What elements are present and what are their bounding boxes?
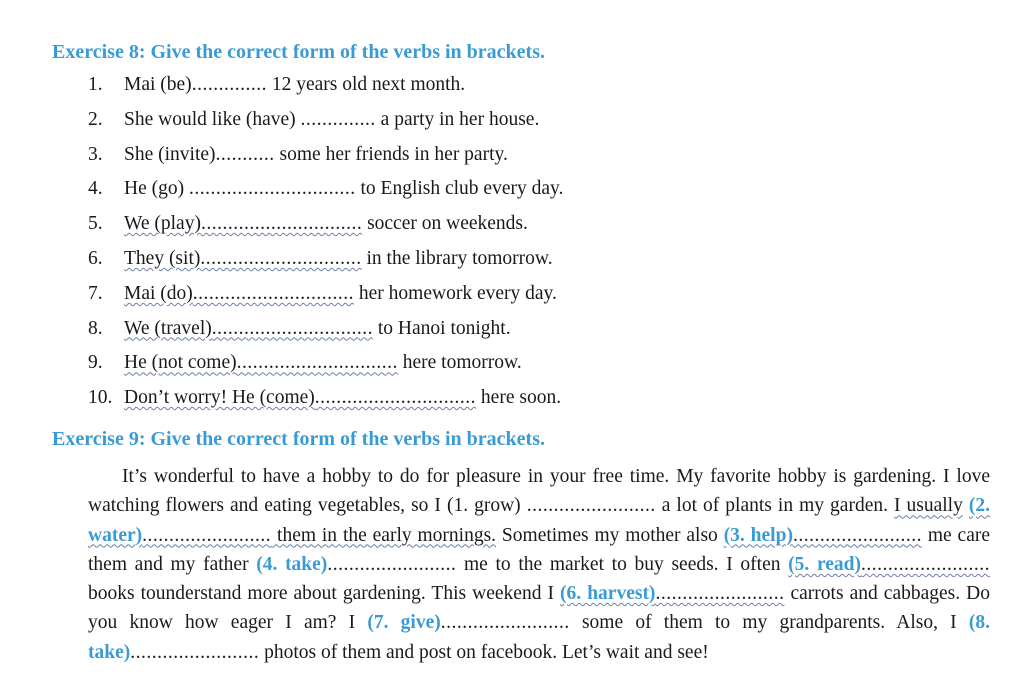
answer-blank[interactable]: .............................. xyxy=(200,213,363,235)
cue-8: (8. take) xyxy=(88,612,990,663)
item-prompt: They (sit) xyxy=(124,247,201,269)
answer-blank-4[interactable]: ........................ xyxy=(327,553,457,575)
item-rest: her homework every day. xyxy=(354,282,557,304)
item-rest: to English club every day. xyxy=(355,178,564,200)
paragraph-text: It’s wonderful to have a hobby to do for pleasure in your free time. My favorite hobby is gardening. I love watching flowers and eating vegetables, so I (1. grow) xyxy=(88,466,990,517)
item-number: 8. xyxy=(88,317,103,339)
item-prompt: We (travel) xyxy=(124,317,212,339)
paragraph-text: some of them to my grandparents. Also, I xyxy=(569,612,969,634)
answer-blank[interactable]: ............................... xyxy=(188,178,356,200)
cue-4: (4. take) xyxy=(256,553,328,575)
exercise-9-title: Exercise 9: Give the correct form of the verbs in brackets. xyxy=(52,428,545,450)
item-rest: soccer on weekends. xyxy=(362,213,528,235)
answer-blank-2[interactable]: ........................ xyxy=(142,524,272,546)
item-rest: a party in her house. xyxy=(375,108,540,130)
answer-blank-5[interactable]: ........................ xyxy=(861,553,991,575)
item-number: 3. xyxy=(88,143,103,165)
item-number: 2. xyxy=(88,108,103,130)
paragraph-text: a lot of plants in my garden. xyxy=(655,495,894,517)
exercise-8-title: Exercise 8: Give the correct form of the verbs in brackets. xyxy=(52,41,545,63)
item-number: 6. xyxy=(88,247,103,269)
paragraph-text: me care them and my father xyxy=(88,524,990,575)
cue-3: (3. help) xyxy=(723,524,793,546)
item-rest: some her friends in her party. xyxy=(274,143,508,165)
answer-blank[interactable]: .............. xyxy=(191,74,267,95)
item-number: 10. xyxy=(88,387,113,409)
item-number: 5. xyxy=(88,213,103,235)
answer-blank-3[interactable]: ........................ xyxy=(792,524,922,546)
answer-blank[interactable]: .............................. xyxy=(200,247,362,269)
item-rest: 12 years old next month. xyxy=(266,74,466,95)
paragraph-text: books tounderstand more about gardening. This weekend I xyxy=(88,583,561,605)
item-number: 9. xyxy=(88,352,103,374)
item-prompt: Mai (do) xyxy=(124,282,193,304)
answer-blank[interactable]: .............................. xyxy=(314,387,477,409)
answer-blank[interactable]: .............................. xyxy=(236,352,398,374)
item-prompt: He (not come) xyxy=(124,352,237,374)
item-prompt: She would like (have) xyxy=(124,108,301,130)
answer-blank-1[interactable]: ........................ xyxy=(526,495,656,517)
item-prompt: We (play) xyxy=(124,213,201,235)
item-number: 7. xyxy=(88,282,103,304)
paragraph-text: Sometimes my mother also xyxy=(496,524,724,546)
item-number: 1. xyxy=(88,74,103,95)
paragraph-text: carrots and cabbages. Do you know how eager I am? I xyxy=(88,583,990,634)
item-rest: here tomorrow. xyxy=(397,352,522,374)
answer-blank[interactable]: ........... xyxy=(215,143,275,165)
item-number: 4. xyxy=(88,178,103,200)
cue-2: (2. water) xyxy=(88,495,991,546)
item-rest: to Hanoi tonight. xyxy=(373,317,511,339)
cue-6: (6. harvest) xyxy=(560,583,656,605)
exercise-9-paragraph xyxy=(88,462,990,667)
answer-blank[interactable]: .............................. xyxy=(211,317,373,339)
paragraph-text: me to the market to buy seeds. I often xyxy=(456,553,789,575)
item-rest: here soon. xyxy=(476,387,562,409)
cue-7: (7. give) xyxy=(367,612,441,634)
answer-blank[interactable]: .............................. xyxy=(192,282,355,304)
answer-blank-6[interactable]: ........................ xyxy=(655,583,785,605)
item-rest: in the library tomorrow. xyxy=(361,247,553,269)
answer-blank[interactable]: .............. xyxy=(300,108,376,130)
paragraph-text: photos of them and post on facebook. Let’s wait and see! xyxy=(259,641,709,663)
item-prompt: Don’t worry! He (come) xyxy=(124,387,315,409)
paragraph-text: them in the early mornings. xyxy=(271,524,497,546)
cue-5: (5. read) xyxy=(788,553,862,575)
item-prompt: He (go) xyxy=(124,178,189,200)
item-prompt: Mai (be) xyxy=(124,74,192,95)
item-prompt: She (invite) xyxy=(124,143,216,165)
paragraph-text: I usually xyxy=(894,495,963,517)
answer-blank-8[interactable]: ........................ xyxy=(130,641,260,663)
answer-blank-7[interactable]: ........................ xyxy=(440,612,570,634)
